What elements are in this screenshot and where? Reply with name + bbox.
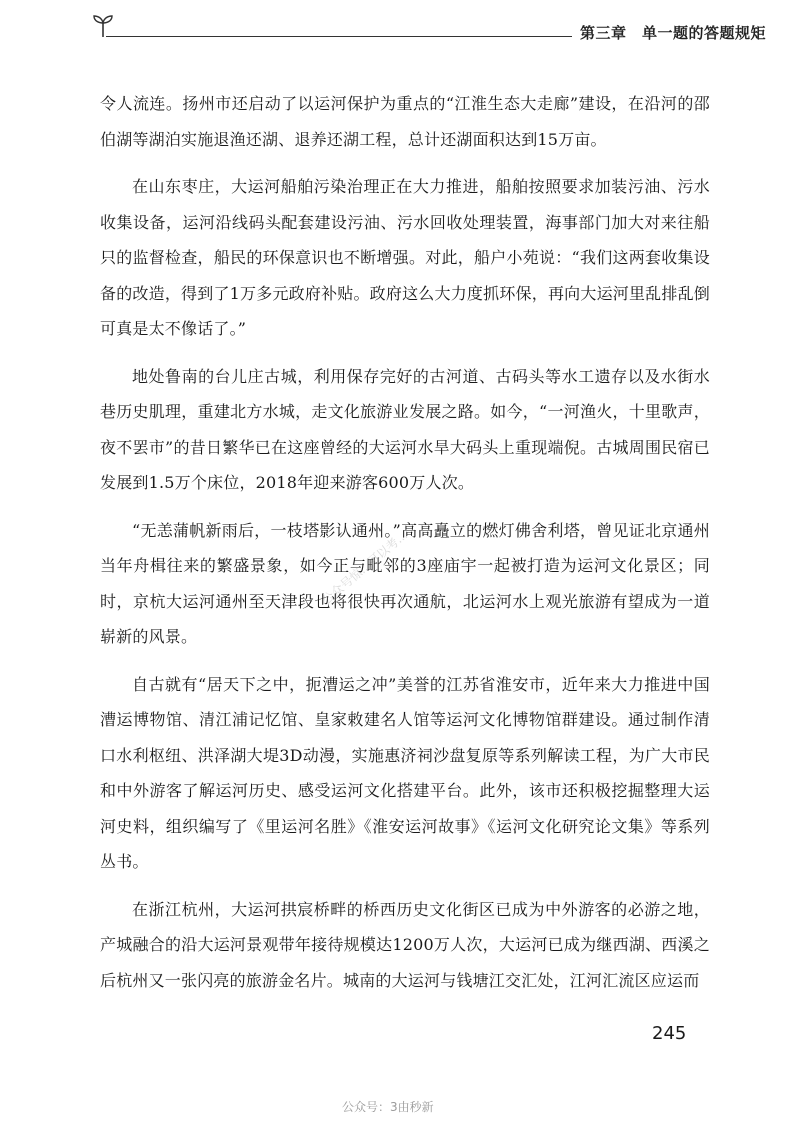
watermark-center: 公众号惊...可以考... bbox=[319, 527, 411, 608]
paragraph-6: 在浙江杭州，大运河拱宸桥畔的桥西历史文化街区已成为中外游客的必游之地，产城融合的沿大运河景观带年接待规模达1200万人次，大运河已成为继西湖、西溪之后杭州又一张闪亮的旅游金名片。城南的大运河与钱塘江交汇处，江河汇流区应运而 bbox=[100, 899, 710, 990]
running-header bbox=[92, 12, 767, 42]
chapter-title: 第三章 单一题的答题规矩 bbox=[580, 24, 767, 42]
page-number: 245 bbox=[652, 1023, 687, 1044]
header-rule bbox=[106, 36, 572, 37]
paragraph-4: “无恙蒲帆新雨后，一枝塔影认通州。”高高矗立的燃灯佛舍利塔，曾见证北京通州当年舟楫往来的繁盛景象，如今正与毗邻的3座庙宇一起被打造为运河文化景区；同时，京杭大运河通州至天津段也将很快再次通航，北运河水上观光旅游有望成为一道崭新的风景。 bbox=[100, 520, 710, 646]
paragraph-1: 令人流连。扬州市还启动了以运河保护为重点的“江淮生态大走廊”建设，在沿河的邵伯湖等湖泊实施退渔还湖、退养还湖工程，总计还湖面积达到15万亩。 bbox=[100, 94, 710, 149]
paragraph-2: 在山东枣庄，大运河船舶污染治理正在大力推进，船舶按照要求加装污油、污水收集设备，运河沿线码头配套建设污油、污水回收处理装置，海事部门加大对来往船只的监督检查，船民的环保意识也不断增强。对此，船户小苑说：“我们这两套收集设备的改造，得到了1万多元政府补贴。政府这么大力度抓环保，再向大运河里乱排乱倒可真是太不像话了。” bbox=[100, 177, 710, 338]
sprout-icon bbox=[92, 12, 114, 38]
paragraph-3: 地处鲁南的台儿庄古城，利用保存完好的古河道、古码头等水工遗存以及水街水巷历史肌理，重建北方水城，走文化旅游业发展之路。如今，“一河渔火，十里歌声，夜不罢市”的昔日繁华已在这座曾经的大运河水旱大码头上重现端倪。古城周围民宿已发展到1.5万个床位，2018年迎来游客600万人次。 bbox=[100, 366, 710, 492]
watermark-bottom: 公众号：3由秒新 bbox=[342, 1100, 434, 1114]
paragraph-5: 自古就有“居天下之中，扼漕运之冲”美誉的江苏省淮安市，近年来大力推进中国漕运博物馆、清江浦记忆馆、皇家敕建名人馆等运河文化博物馆群建设。通过制作清口水利枢纽、洪泽湖大堤3D动漫，实施惠济祠沙盘复原等系列解读工程，为广大市民和中外游客了解运河历史、感受运河文化搭建平台。此外，该市还积极挖掘整理大运河史料，组织编写了《里运河名胜》《淮安运河故事》《运河文化研究论文集》等系列丛书。 bbox=[100, 674, 710, 871]
body-text bbox=[100, 86, 710, 1010]
